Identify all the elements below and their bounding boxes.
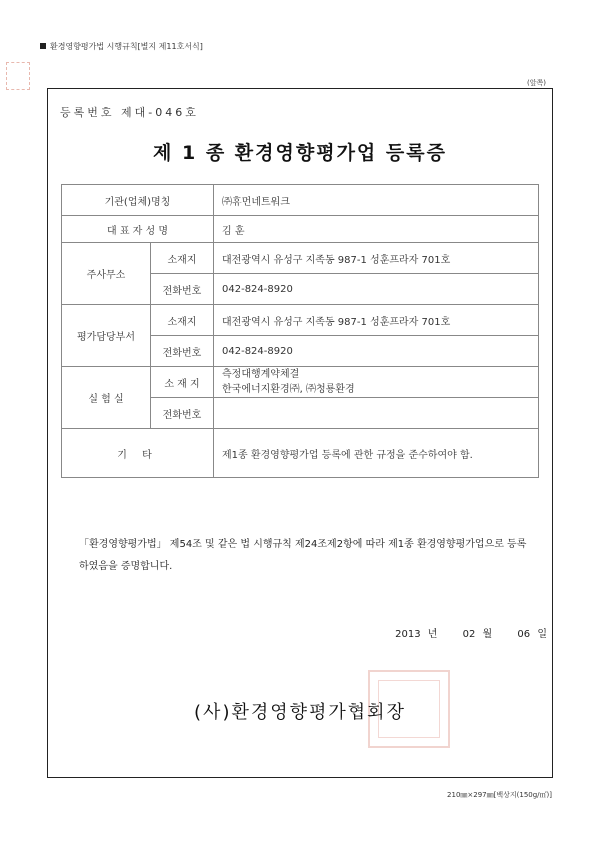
paper-spec: 210㎜×297㎜[백상지(150g/㎡)] <box>447 791 552 799</box>
margin-seal-mark <box>6 62 30 90</box>
registration-number <box>60 104 199 120</box>
hq-label: 주사무소 <box>62 243 151 305</box>
date-year-unit: 년 <box>427 629 438 640</box>
date-day: 06 <box>517 629 531 640</box>
form-line-text: 환경영향평가법 시행규칙[별지 제11호서식] <box>50 42 203 51</box>
issuer-name: (사)환경영향평가협회장 <box>194 702 406 723</box>
org-name-label: 기관(업체)명칭 <box>62 185 214 216</box>
hq-phone-label: 전화번호 <box>151 274 214 305</box>
table-row <box>62 216 539 243</box>
registration-value: 제대-046호 <box>121 106 199 119</box>
dept-label: 평가담당부서 <box>62 305 151 367</box>
table-row <box>62 367 539 398</box>
hq-phone-value: 042-824-8920 <box>214 274 539 305</box>
lab-label: 실 험 실 <box>62 367 151 429</box>
certificate-title: 제 1 종 환경영향평가업 등록증 <box>153 142 447 164</box>
date-year: 2013 <box>395 629 421 640</box>
dept-addr-value: 대전광역시 유성구 지족동 987-1 성훈프라자 701호 <box>214 305 539 336</box>
lab-phone-label: 전화번호 <box>151 398 214 429</box>
hq-addr-label: 소재지 <box>151 243 214 274</box>
dept-phone-label: 전화번호 <box>151 336 214 367</box>
issue-date <box>391 625 547 640</box>
lab-addr-value <box>214 367 539 398</box>
registration-info-table <box>61 184 539 478</box>
table-row <box>62 185 539 216</box>
certification-statement: 「환경영향평가법」 제54조 및 같은 법 시행규칙 제24조제2항에 따라 제1종 환경영향평가업으로 등록하였음을 증명합니다. <box>79 539 527 572</box>
org-name-value: ㈜휴먼네트워크 <box>214 185 539 216</box>
date-month-unit: 월 <box>482 629 493 640</box>
etc-value: 제1종 환경영향평가업 등록에 관한 규정을 준수하여야 함. <box>214 429 539 478</box>
square-bullet-icon <box>40 43 46 49</box>
registration-label: 등록번호 <box>60 106 115 119</box>
lab-phone-value <box>214 398 539 429</box>
rep-value: 김 훈 <box>214 216 539 243</box>
date-month: 02 <box>462 629 476 640</box>
dept-phone-value: 042-824-8920 <box>214 336 539 367</box>
lab-addr-line1: 측정대행계약체결 <box>222 369 300 380</box>
table-row <box>62 305 539 336</box>
rep-label: 대 표 자 성 명 <box>62 216 214 243</box>
hq-addr-value: 대전광역시 유성구 지족동 987-1 성훈프라자 701호 <box>214 243 539 274</box>
etc-label: 기 타 <box>62 429 214 478</box>
date-day-unit: 일 <box>537 629 547 640</box>
lab-addr-label: 소 재 지 <box>151 367 214 398</box>
front-side-label: (앞쪽) <box>527 79 546 87</box>
table-row <box>62 429 539 478</box>
form-header <box>40 41 203 52</box>
dept-addr-label: 소재지 <box>151 305 214 336</box>
lab-addr-line2: 한국에너지환경㈜, ㈜청룡환경 <box>222 384 355 395</box>
table-row <box>62 243 539 274</box>
